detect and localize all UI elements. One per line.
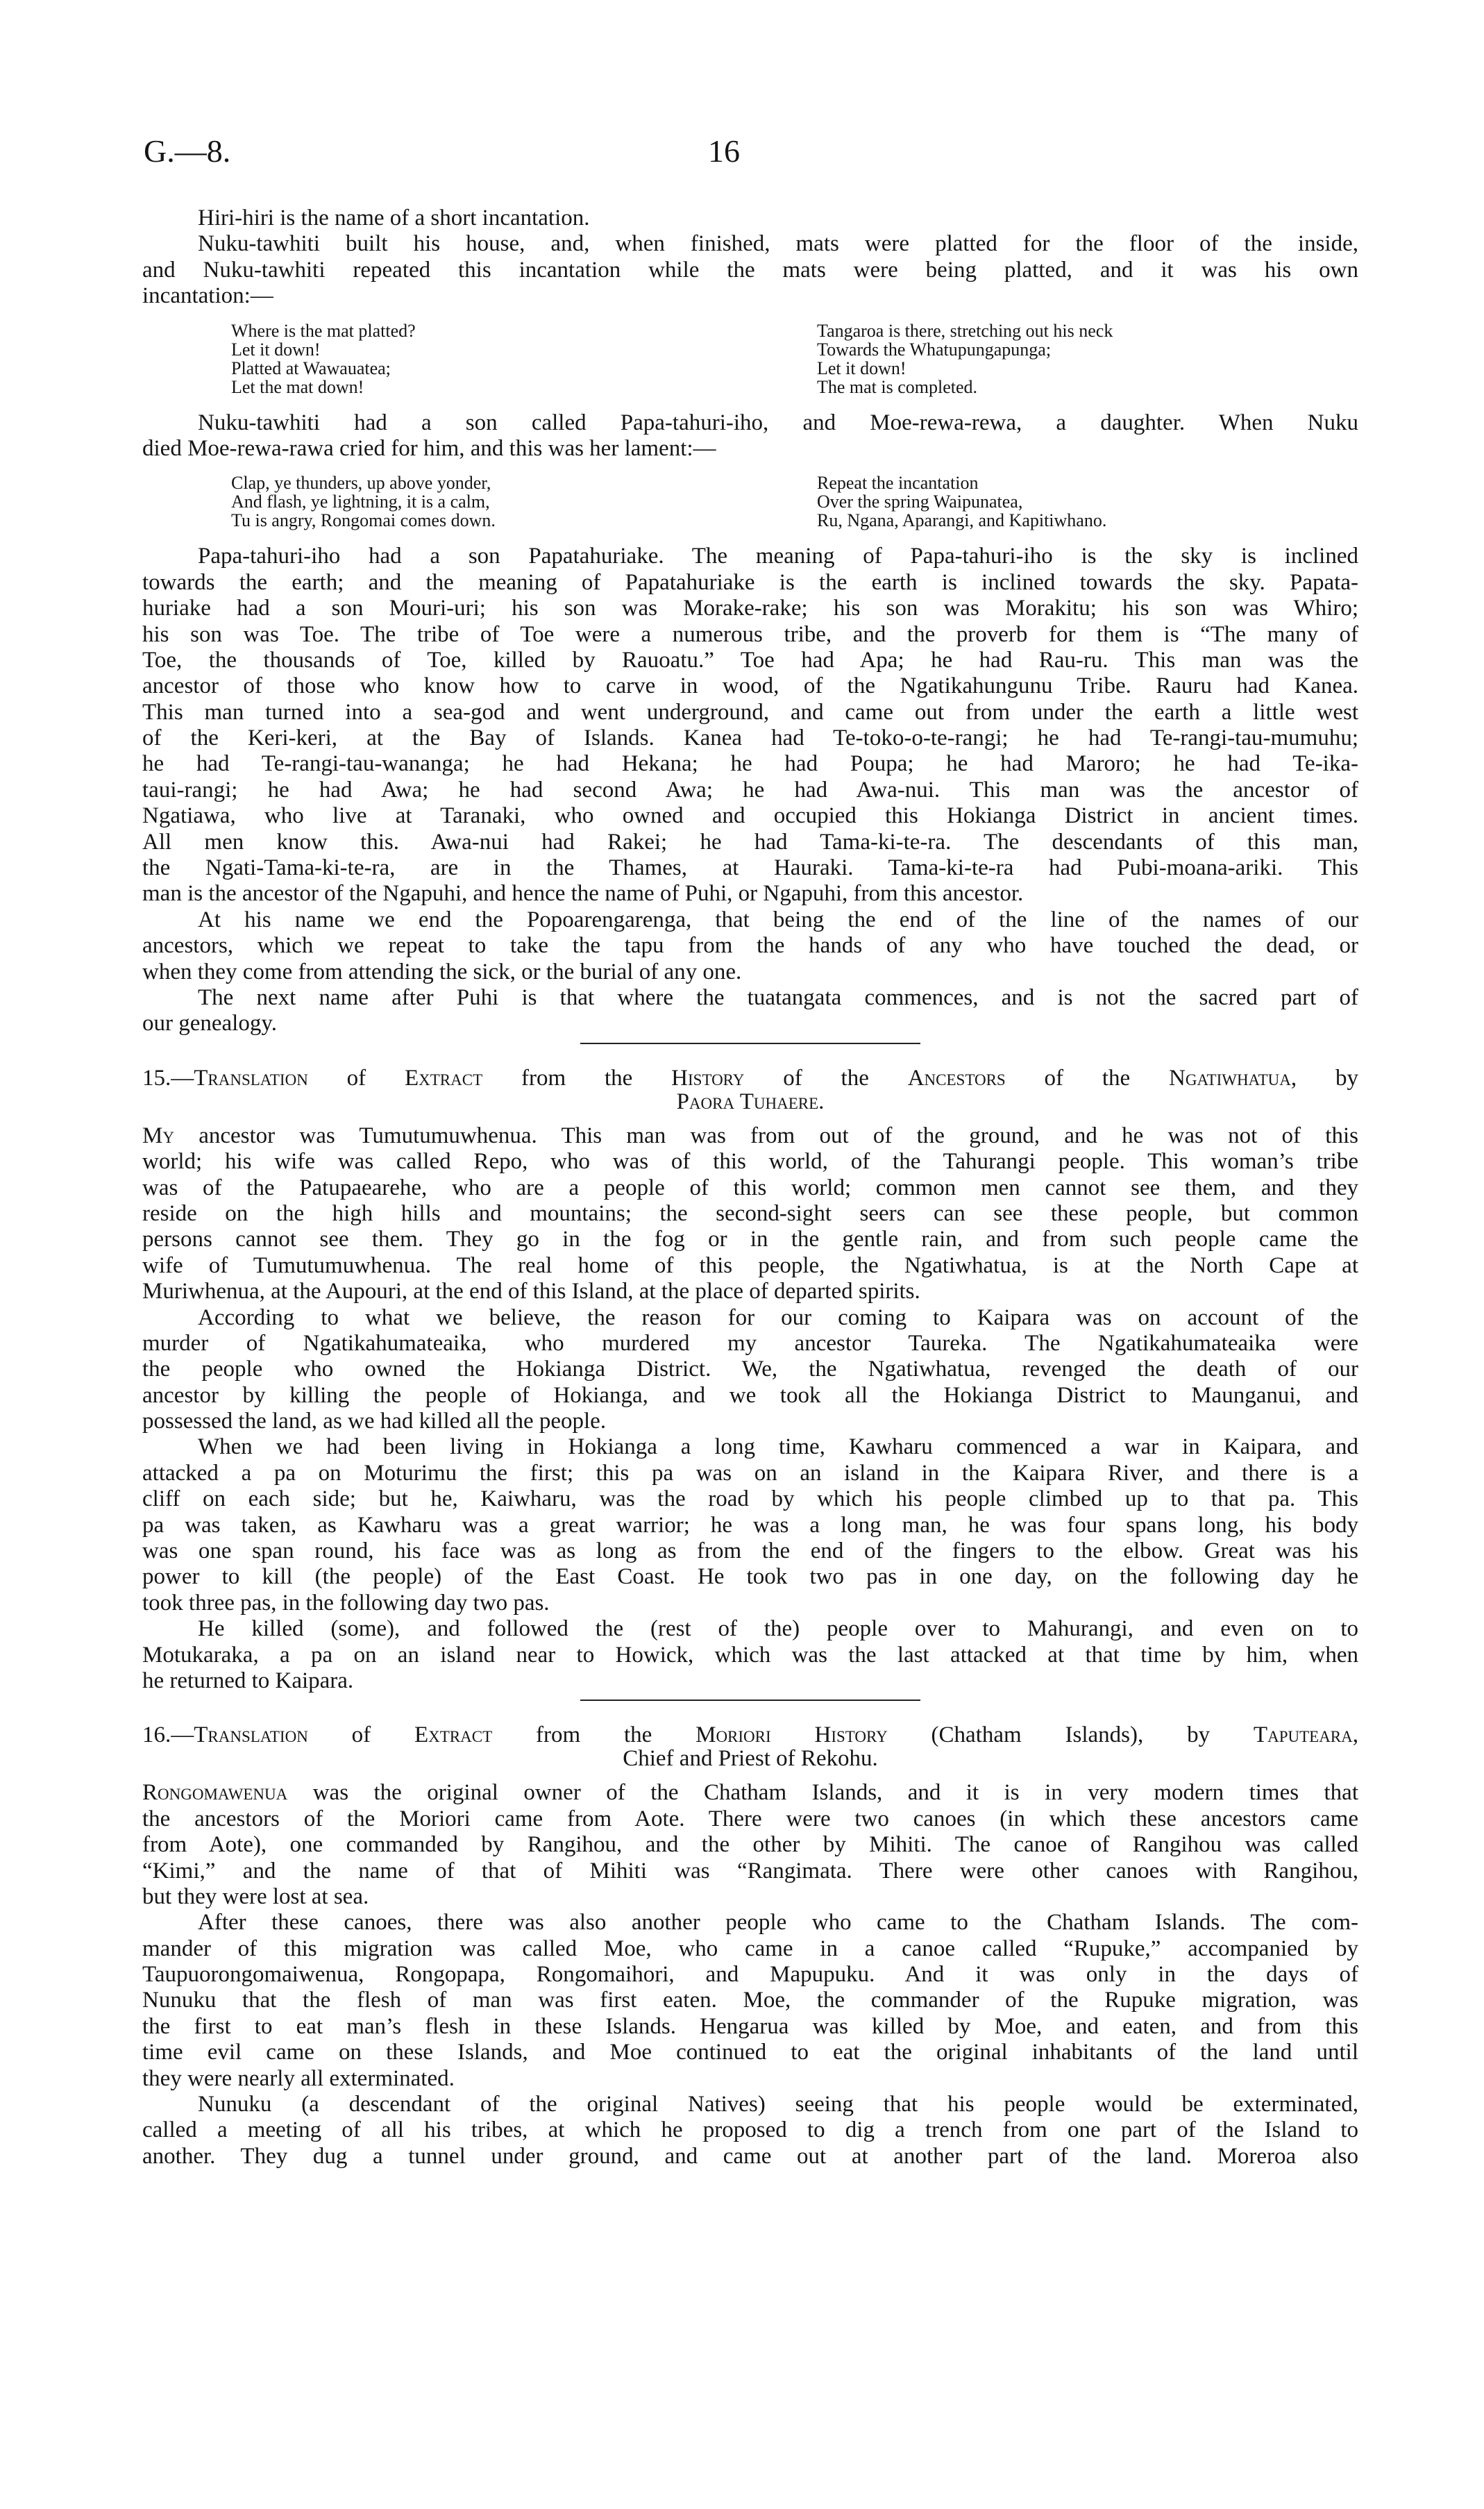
text-line: [142, 1123, 1358, 1149]
text-line: the first to eat man’s flesh in these Islands. Hengarua was killed by Moe, and eaten, and from this: [142, 2013, 1358, 2039]
text-line: Nuku-tawhiti built his house, and, when finished, mats were platted for the floor of the inside,: [198, 231, 1358, 257]
text-line: the ancestors of the Moriori came from Aote. There were two canoes (in which these ancestors came: [142, 1806, 1358, 1831]
small-caps-run: Ngatiwhatua: [1169, 1066, 1291, 1090]
verse-column-right: [817, 321, 1113, 396]
text-line: called a meeting of all his tribes, at which he proposed to dig a trench from one part of the Island to: [142, 2117, 1358, 2143]
verse-line: Tu is angry, Rongomai comes down.: [231, 510, 496, 531]
text-line: when they come from attending the sick, or the burial of any one.: [142, 959, 742, 984]
text-line: another. They dug a tunnel under ground, and came out at another part of the land. Moreroa also: [142, 2143, 1358, 2169]
paragraph: [142, 1780, 1358, 1910]
text-line: took three pas, in the following day two pas.: [142, 1590, 550, 1616]
paragraph: [142, 1910, 1358, 2092]
paragraph: [142, 1123, 1358, 1305]
text-line: and Nuku-tawhiti repeated this incantation while the mats were being platted, and it was his own: [142, 257, 1358, 283]
text-line: huriake had a son Mouri-uri; his son was Morake-rake; his son was Morakitu; his son was Whiro;: [142, 596, 1358, 621]
heading-line: [142, 1747, 1358, 1770]
text-line: According to what we believe, the reason for our coming to Kaipara was on account of the: [198, 1304, 1358, 1330]
text-line: the people who owned the Hokianga District. We, the Ngatiwhatua, revenged the death of our: [142, 1357, 1358, 1382]
section-divider: [580, 1043, 920, 1044]
paragraph: [142, 985, 1358, 1037]
small-caps-run: My: [142, 1123, 174, 1148]
section-divider: [580, 1700, 920, 1701]
text-run: ancestor was Tumutumuwhenua. This man was from out of the ground, and he was not of this: [174, 1123, 1358, 1148]
text-line: towards the earth; and the meaning of Papatahuriake is the earth is inclined towards the sky. Papata-: [142, 569, 1358, 595]
section-heading: [142, 1066, 1358, 1114]
text-line: world; his wife was called Repo, who was of this world, of the Tahurangi people. This woman’s tribe: [142, 1149, 1358, 1175]
verse-block: [142, 321, 1358, 396]
paragraph: [142, 907, 1358, 985]
text-line: died Moe-rewa-rawa cried for him, and this was her lament:—: [142, 435, 716, 461]
text-line: persons cannot see them. They go in the fog or in the gentle rain, and from such people came the: [142, 1227, 1358, 1252]
text-run: of the: [744, 1066, 908, 1090]
text-run: from the: [482, 1066, 672, 1090]
verse-block: [142, 473, 1358, 530]
text-line: pa was taken, as Kawharu was a great warrior; he was a long man, he was four spans long, his body: [142, 1512, 1358, 1538]
section-heading: [142, 1723, 1358, 1770]
text-line: he had Te-rangi-tau-wananga; he had Hekana; he had Poupa; he had Maroro; he had Te-ika-: [142, 751, 1358, 777]
small-caps-run: Ancestors: [907, 1066, 1006, 1090]
text-line: ancestor by killing the people of Hokianga, and we took all the Hokianga District to Maunganui, and: [142, 1382, 1358, 1408]
text-line: He killed (some), and followed the (rest of the) people over to Mahurangi, and even on to: [198, 1616, 1358, 1642]
heading-line: [142, 1066, 1358, 1090]
text-line: was one span round, his face was as long as from the end of the fingers to the elbow. Great was his: [142, 1538, 1358, 1564]
text-line: the Ngati-Tama-ki-te-ra, are in the Thames, at Hauraki. Tama-ki-te-ra had Pubi-moana-ariki. This: [142, 855, 1358, 881]
verse-line: Let it down!: [817, 358, 907, 378]
paragraph: [142, 1616, 1358, 1694]
verse-line: Over the spring Waipunatea,: [817, 492, 1023, 512]
page-number: 16: [708, 133, 740, 169]
text-line: Nuku-tawhiti had a son called Papa-tahuri-iho, and Moe-rewa-rewa, a daughter. When Nuku: [198, 410, 1358, 435]
text-run: , by: [1290, 1066, 1358, 1090]
verse-column-left: [231, 321, 416, 396]
text-line: Hiri-hiri is the name of a short incantation.: [198, 205, 590, 230]
text-line: wife of Tumutumuwhenua. The real home of this people, the Ngatiwhatua, is at the North Cape at: [142, 1252, 1358, 1278]
text-run: 15.—: [142, 1066, 194, 1090]
verse-line: Clap, ye thunders, up above yonder,: [231, 473, 491, 494]
text-line: our genealogy.: [142, 1011, 277, 1037]
text-line: mander of this migration was called Moe, who came in a canoe called “Rupuke,” accompanied by: [142, 1936, 1358, 1961]
text-line: This man turned into a sea-god and went underground, and came out from under the earth a little west: [142, 699, 1358, 725]
heading-line: [142, 1723, 1358, 1747]
paragraph: [142, 410, 1358, 462]
text-line: he returned to Kaipara.: [142, 1668, 354, 1693]
heading-line: [142, 1090, 1358, 1114]
text-line: Nunuku that the flesh of man was first eaten. Moe, the commander of the Rupuke migration, was: [142, 1988, 1358, 2013]
text-line: ancestor of those who know how to carve in wood, of the Ngatikahungunu Tribe. Rauru had Kanea.: [142, 673, 1358, 699]
text-run: was the original owner of the Chatham Islands, and it is in very modern times that: [287, 1780, 1358, 1806]
text-line: [142, 1780, 1358, 1806]
verse-line: Tangaroa is there, stretching out his neck: [817, 320, 1113, 341]
verse-column-right: [817, 473, 1106, 530]
text-line: Taupuorongomaiwenua, Rongopapa, Rongomaihori, and Mapupuku. And it was only in the days of: [142, 1962, 1358, 1988]
text-run: (Chatham Islands), by: [887, 1723, 1254, 1747]
verse-line: Platted at Wawauatea;: [231, 358, 391, 378]
text-run: of: [307, 1066, 405, 1090]
text-line: they were nearly all exterminated.: [142, 2065, 455, 2091]
text-line: The next name after Puhi is that where the tuatangata commences, and is not the sacred part of: [198, 984, 1358, 1010]
text-line: Toe, the thousands of Toe, killed by Rauoatu.” Toe had Apa; he had Rau-ru. This man was the: [142, 647, 1358, 673]
text-line: ancestors, which we repeat to take the tapu from the hands of any who have touched the dead, or: [142, 933, 1358, 959]
page-body: [142, 205, 1358, 2170]
text-line: When we had been living in Hokianga a long time, Kawharu commenced a war in Kaipara, and: [198, 1434, 1358, 1460]
verse-line: Let it down!: [231, 339, 321, 360]
text-run: 16.—: [142, 1723, 194, 1747]
small-caps-run: Extract: [404, 1066, 483, 1090]
text-line: All men know this. Awa-nui had Rakei; he had Tama-ki-te-ra. The descendants of this man,: [142, 829, 1358, 855]
verse-line: And flash, ye lightning, it is a calm,: [231, 492, 490, 512]
text-run: of: [307, 1723, 414, 1747]
text-line: After these canoes, there was also another people who came to the Chatham Islands. The com-: [198, 1910, 1358, 1936]
verse-line: Ru, Ngana, Aparangi, and Kapitiwhano.: [817, 510, 1107, 531]
small-caps-run: Translation: [194, 1723, 308, 1747]
verse-line: Repeat the incantation: [817, 473, 979, 494]
paragraph: [142, 205, 1358, 231]
text-run: ,: [1352, 1723, 1358, 1747]
small-caps-run: History: [671, 1066, 745, 1090]
text-run: from the: [492, 1723, 696, 1747]
paragraph: [142, 1305, 1358, 1435]
text-line: “Kimi,” and the name of that of Mihiti was “Rangimata. There were other canoes with Rangihou,: [142, 1858, 1358, 1883]
text-line: possessed the land, as we had killed all the people.: [142, 1409, 607, 1434]
text-run: of the: [1005, 1066, 1170, 1090]
verse-line: Where is the mat platted?: [231, 320, 416, 341]
verse-column-left: [231, 473, 496, 530]
text-line: incantation:—: [142, 283, 273, 309]
paragraph: [142, 544, 1358, 907]
small-caps-run: Translation: [194, 1066, 308, 1090]
text-line: reside on the high hills and mountains; the second-sight seers can see these people, but common: [142, 1200, 1358, 1226]
text-line: Papa-tahuri-iho had a son Papatahuriake. The meaning of Papa-tahuri-iho is the sky is inclined: [198, 544, 1358, 569]
text-line: time evil came on these Islands, and Moe continued to eat the original inhabitants of the land until: [142, 2040, 1358, 2065]
text-line: from Aote), one commanded by Rangihou, and the other by Mihiti. The canoe of Rangihou was called: [142, 1832, 1358, 1858]
small-caps-run: Moriori History: [695, 1723, 888, 1747]
text-line: of the Keri-keri, at the Bay of Islands. Kanea had Te-toko-o-te-rangi; he had Te-rangi-tau-mumuhu;: [142, 725, 1358, 751]
text-line: Motukaraka, a pa on an island near to Howick, which was the last attacked at that time by him, when: [142, 1642, 1358, 1668]
document-code: G.—8.: [144, 133, 231, 169]
text-line: taui-rangi; he had Awa; he had second Awa; he had Awa-nui. This man was the ancestor of: [142, 777, 1358, 803]
small-caps-run: Rongomawenua: [142, 1780, 288, 1806]
text-line: attacked a pa on Moturimu the first; this pa was on an island in the Kaipara River, and there is a: [142, 1460, 1358, 1486]
text-line: At his name we end the Popoarengarenga, that being the end of the line of the names of our: [198, 907, 1358, 932]
text-line: Nunuku (a descendant of the original Natives) seeing that his people would be exterminated,: [198, 2092, 1358, 2117]
paragraph: [142, 231, 1358, 309]
verse-line: The mat is completed.: [817, 376, 978, 397]
text-run: Chief and Priest of Rekohu.: [623, 1747, 878, 1771]
text-line: but they were lost at sea.: [142, 1883, 369, 1909]
verse-line: Let the mat down!: [231, 376, 364, 397]
text-line: power to kill (the people) of the East Coast. He took two pas in one day, on the following day he: [142, 1564, 1358, 1590]
small-caps-run: Extract: [414, 1723, 493, 1747]
text-line: cliff on each side; but he, Kaiwharu, was the road by which his people climbed up to that pa. This: [142, 1486, 1358, 1512]
text-line: murder of Ngatikahumateaika, who murdered my ancestor Taureka. The Ngatikahumateaika were: [142, 1330, 1358, 1356]
paragraph: [142, 2092, 1358, 2170]
text-line: Ngatiawa, who live at Taranaki, who owned and occupied this Hokianga District in ancient times.: [142, 803, 1358, 829]
text-line: his son was Toe. The tribe of Toe were a numerous tribe, and the proverb for them is “The many of: [142, 621, 1358, 647]
small-caps-run: Taputeara: [1253, 1723, 1353, 1747]
verse-line: Towards the Whatupungapunga;: [817, 339, 1052, 360]
paragraph: [142, 1434, 1358, 1616]
text-line: man is the ancestor of the Ngapuhi, and hence the name of Puhi, or Ngapuhi, from this ancestor.: [142, 881, 1024, 907]
text-line: Muriwhenua, at the Aupouri, at the end of this Island, at the place of departed spirits.: [142, 1279, 920, 1304]
small-caps-run: Paora Tuhaere.: [676, 1089, 825, 1114]
text-line: was of the Patupaearehe, who are a people of this world; common men cannot see them, and they: [142, 1175, 1358, 1200]
